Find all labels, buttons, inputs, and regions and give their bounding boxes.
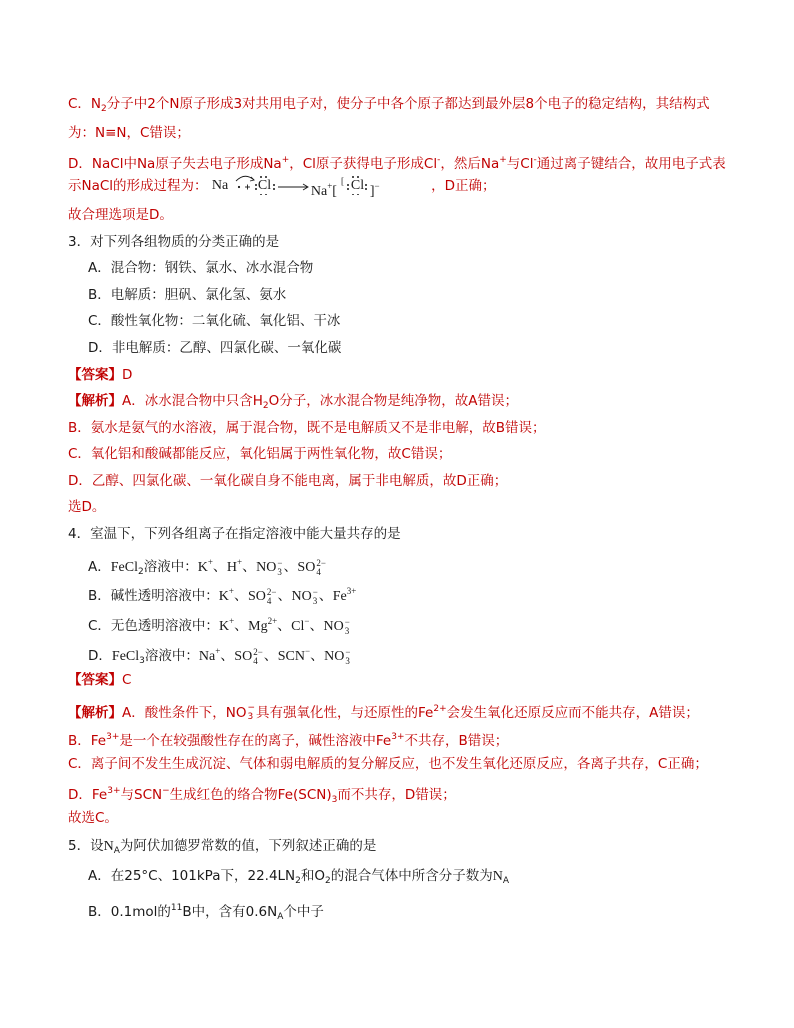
lewis-na-ion: Na+[	[310, 181, 337, 199]
q5-option-b: B．0.1mol的$^{11}$B中，含有$0.6N_A$个中子	[88, 903, 324, 922]
q4-analysis-a: 【解析】A．酸性条件下，NO − 3 具有强氧化性，与还原性的$Fe^{2+}$会发生氧化还原反应而不能共存，A错误；	[68, 703, 699, 722]
q4-option-b: B．碱性透明溶液中：K+、SO 2− 4 、NO − 3 、$Fe^{3+}$	[88, 586, 357, 606]
q3-analysis-d: D．乙醇、四氯化碳、一氧化碳自身不能电离，属于非电解质，故D正确；	[68, 473, 508, 489]
q3-analysis-c: C．氧化铝和酸碱都能反应，氧化铝属于两性氧化物，故C错误；	[68, 446, 452, 462]
q3-option-b: B．电解质：胆矾、氯化氢、氨水	[88, 287, 287, 303]
q4-stem: 4．室温下，下列各组离子在指定溶液中能大量共存的是	[68, 526, 401, 542]
c-explain-line-1: C．$N_2$分子中2个N原子形成3对共用电子对，使分子中各个原子都达到最外层8个电子的稳定结构，其结构式	[68, 96, 710, 114]
q4-option-a: A．FeCl$_2$溶液中：K+、H+、NO − 3 、SO 2− 4	[88, 557, 326, 577]
svg-text:[: [	[340, 176, 344, 186]
lewis-bracket-close: ]−	[369, 181, 380, 199]
q4-end: 故选C。	[68, 810, 118, 826]
c-explain-line-2: 为：N≡N，C错误；	[68, 125, 190, 141]
conclusion-2: 故合理选项是D。	[68, 207, 173, 223]
lewis-na: Na	[211, 178, 229, 193]
q4-analysis-b: B．$Fe^{3+}$是一个在较强酸性存在的离子，碱性溶液中$Fe^{3+}$不共存，B错误；	[68, 732, 509, 749]
q3-stem: 3．对下列各组物质的分类正确的是	[68, 234, 280, 250]
q4-analysis-c: C．离子间不发生生成沉淀、气体和弱电解质的复分解反应，也不发生氧化还原反应，各离子共存，C正确；	[68, 756, 708, 772]
q4-option-d: D．FeCl$_3$溶液中：Na+、SO 2− 4 、SCN−、NO − 3	[88, 646, 351, 666]
q5-stem: 5．设$N_A$为阿伏加德罗常数的值，下列叙述正确的是	[68, 838, 377, 856]
d-explain-line-1: D．NaCl中Na原子失去电子形成Na+，Cl原子获得电子形成Cl-，然后Na+与Cl-通过离子键结合，故用电子式表	[68, 155, 726, 172]
q3-answer: 【答案】D	[68, 367, 133, 383]
q4-option-c: C．无色透明溶液中：K+、$Mg^{2+}$、Cl−、NO − 3	[88, 616, 350, 636]
q4-analysis-d: D．$Fe^{3+}$与SCN−生成红色的络合物$Fe(SCN)_3$而不共存，D错误；	[68, 786, 456, 805]
lewis-cl: Cl	[257, 178, 272, 193]
d-explain-line-2: 示NaCl的形成过程为： [ Na Cl Na+[ Cl ]− ，D正确；	[68, 176, 496, 196]
q3-option-d: D．非电解质：乙醇、四氯化碳、一氧化碳	[88, 340, 342, 356]
q4-answer: 【答案】C	[68, 672, 132, 688]
q3-end: 选D。	[68, 499, 106, 515]
q3-analysis-b: B．氨水是氨气的水溶液，属于混合物，既不是电解质又不是非电解，故B错误；	[68, 420, 546, 436]
lewis-cl-ion: Cl	[350, 178, 365, 193]
q3-analysis-a: 【解析】A．冰水混合物中只含$H_2O$分子，冰水混合物是纯净物，故A错误；	[68, 393, 518, 411]
q5-option-a: A．在25°C、101kPa下，$22.4LN_2$和$O_2$的混合气体中所含分子数为$N_A$	[88, 868, 510, 886]
q3-option-c: C．酸性氧化物：二氧化硫、氧化铝、干冰	[88, 313, 341, 329]
q3-option-a: A．混合物：钢铁、氯水、冰水混合物	[88, 260, 314, 276]
